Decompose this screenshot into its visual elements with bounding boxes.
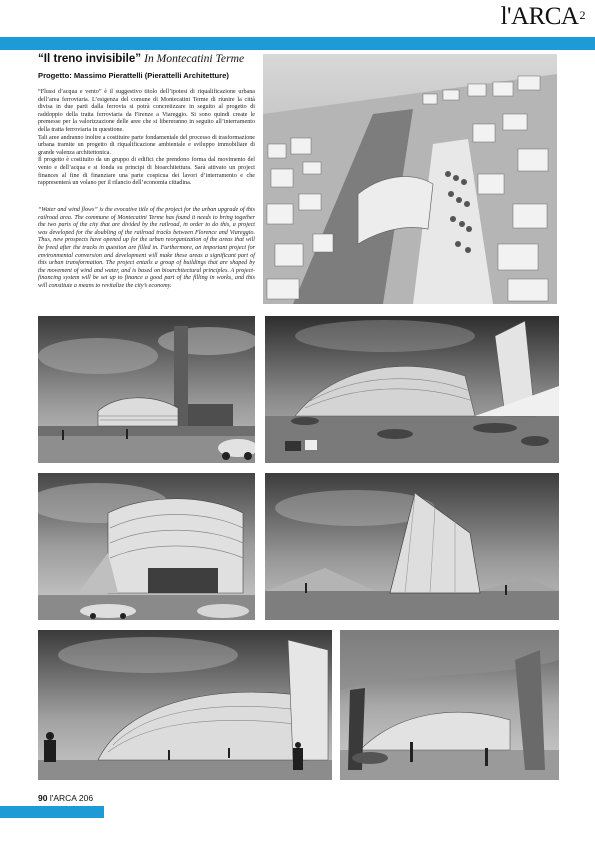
logo-superscript: 2 bbox=[579, 8, 585, 22]
article-title: “Il treno invisibile” bbox=[38, 52, 142, 65]
aerial-model-photo bbox=[263, 54, 557, 304]
render-photo-1 bbox=[38, 316, 255, 463]
italian-paragraph: Il progetto è costituito da un gruppo di edifici che prendono forma dal movimento del vento e dell’acqua e si fonda su principi di bioarchitettura. Sarà attivato un project finances al fine di finanziare una parte cospicua dei lavori d’interramento e che rappresenterà un volano per il rilancio dell’economia cittadina. bbox=[38, 157, 255, 187]
article-subtitle: In Montecatini Terme bbox=[144, 52, 245, 65]
render-photo-4 bbox=[265, 473, 559, 620]
english-text bbox=[38, 207, 255, 291]
italian-paragraph: “Flussi d’acqua e vento” è il suggestivo titolo dell’ipotesi di riqualificazione urbana dell’area ferroviaria. L’esigenza del comune di Montecatini Terme di riunire la città divisa in due parti dalla ferrovia si potrà concretizzare in seguito al progetto di raddoppio della tratta ferroviaria da Firenze a Viareggio. Si sono quindi create le premesse per la valorizzazione delle aree che si libereranno in seguito all’interramento della tratta ferroviaria in questione. bbox=[38, 89, 255, 133]
italian-paragraph: Tali aree andranno inoltre a costituire parte fondamentale del processo di trasformazione urbana tramite un progetto di riqualificazione ambientale e sviluppo immobiliare di grande valenza architettonica. bbox=[38, 134, 255, 156]
page-folio bbox=[38, 793, 93, 803]
render-photo-3 bbox=[38, 473, 255, 620]
article-heading bbox=[38, 52, 244, 65]
render-photo-2 bbox=[265, 316, 559, 463]
header-accent-bar bbox=[0, 37, 595, 50]
magazine-logo: l'ARCA$^2$ bbox=[500, 3, 585, 30]
footer-accent-bar bbox=[0, 806, 104, 818]
render-photo-5 bbox=[38, 630, 332, 780]
issue-label: l'ARCA 206 bbox=[49, 793, 94, 803]
english-paragraph: “Water and wind flows” is the evocative title of the project for the urban upgrade of this railroad area. The commune of Montecatini Terme has found it needs to bring together the two parts of the city that are divided by the railroad, in order to do this, a project was developed for the doubling of the railroad tracks between Florence and Viareggio. Thus, new prospects have opened up for the urban reorganization of the areas that will be freed after the tracks in question are filled in. Furthermore, an important project for environmental conversion and development will make these areas a significant part of this urban transformation. The project entails a group of buildings that are shaped by the movement of wind and water, and is based on bioarchitectural principles. A project-financing system will be set up to finance a good part of the filling in works, and this will constitute a means to revitalize the city’s economy. bbox=[38, 207, 255, 289]
project-credit: Progetto: Massimo Pierattelli (Pierattelli Architetture) bbox=[38, 71, 229, 80]
render-photo-6 bbox=[340, 630, 559, 780]
italian-text bbox=[38, 89, 255, 188]
page-number: 90 bbox=[38, 793, 48, 803]
